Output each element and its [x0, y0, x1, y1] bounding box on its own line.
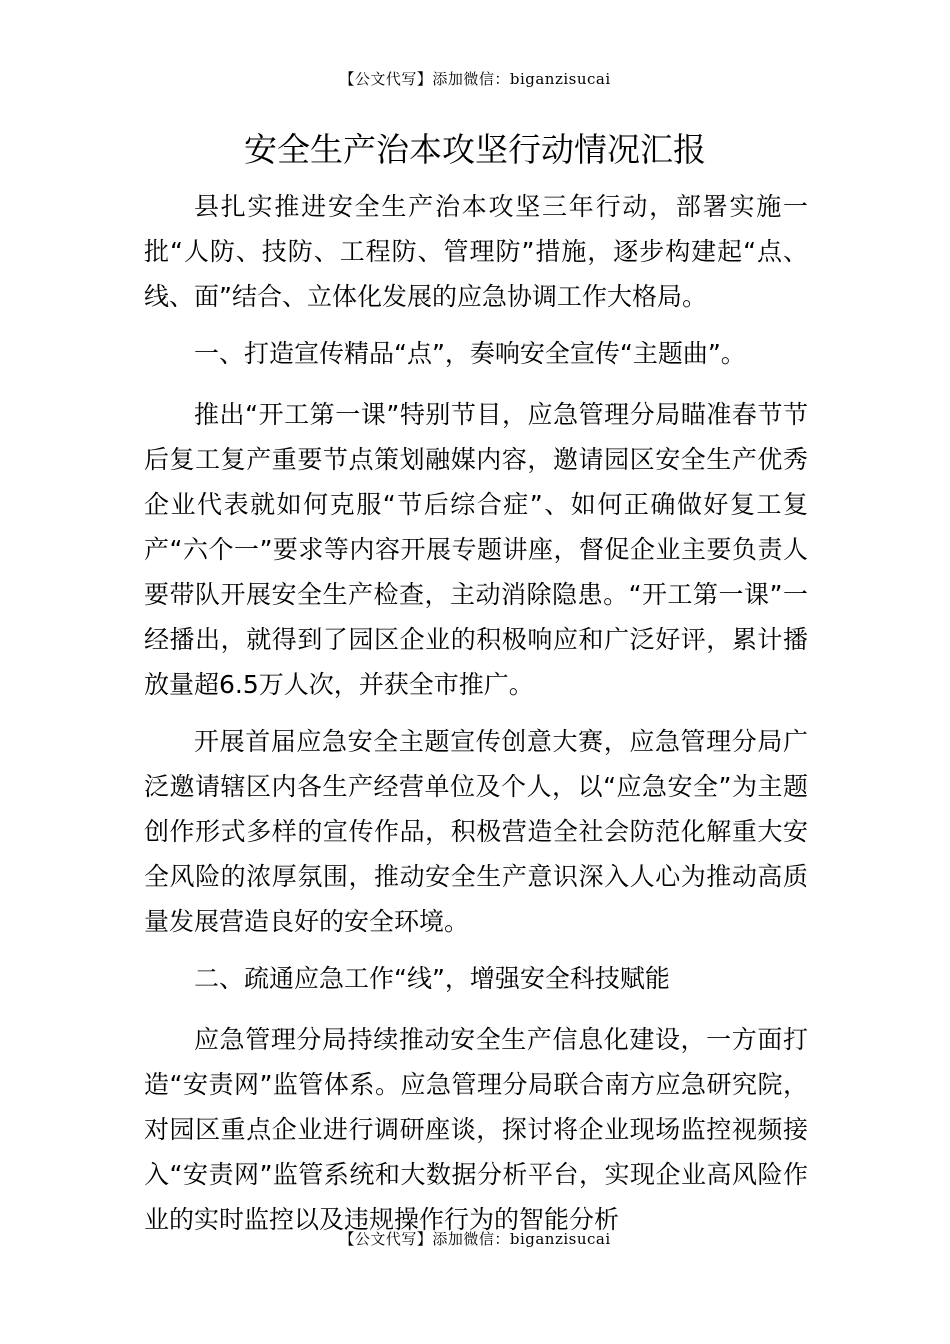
section-heading-1: 一、打造宣传精品“点”，奏响安全宣传“主题曲”。 [194, 339, 746, 368]
paragraph-intro: 县扎实推进安全生产治本攻坚三年行动，部署实施一批“人防、技防、工程防、管理防”措施，逐步构建起“点、线、面”结合、立体化发展的应急协调工作大格局。 [144, 192, 808, 311]
document-body [144, 184, 808, 1254]
section-heading-2: 二、疏通应急工作“线”，增强安全科技赋能 [194, 964, 670, 993]
paragraph: 应急管理分局持续推动安全生产信息化建设，一方面打造“安责网”监管体系。应急管理分局联合南方应急研究院，对园区重点企业进行调研座谈，探讨将企业现场监控视频接入“安责网”监管系统和大数据分析平台，实现企业高风险作业的实时监控以及违规操作行为的智能分析 [144, 1025, 808, 1234]
document-title: 安全生产治本攻坚行动情况汇报 [244, 130, 706, 169]
page-footer: 【公文代写】添加微信：biganzisucai [339, 1230, 611, 1248]
paragraph: 推出“开工第一课”特别节目，应急管理分局瞄准春节节后复工复产重要节点策划融媒内容，邀请园区安全生产优秀企业代表就如何克服“节后综合症”、如何正确做好复工复产“六个一”要求等内容开展专题讲座，督促企业主要负责人要带队开展安全生产检查，主动消除隐患。“开工第一课”一经播出，就得到了园区企业的积极响应和广泛好评，累计播放量超6.5万人次，并获全市推广。 [144, 400, 808, 699]
paragraph: 开展首届应急安全主题宣传创意大赛，应急管理分局广泛邀请辖区内各生产经营单位及个人，以“应急安全”为主题创作形式多样的宣传作品，积极营造全社会防范化解重大安全风险的浓厚氛围，推动安全生产意识深入人心为推动高质量发展营造良好的安全环境。 [144, 727, 808, 936]
page-header: 【公文代写】添加微信：biganzisucai [339, 70, 611, 88]
